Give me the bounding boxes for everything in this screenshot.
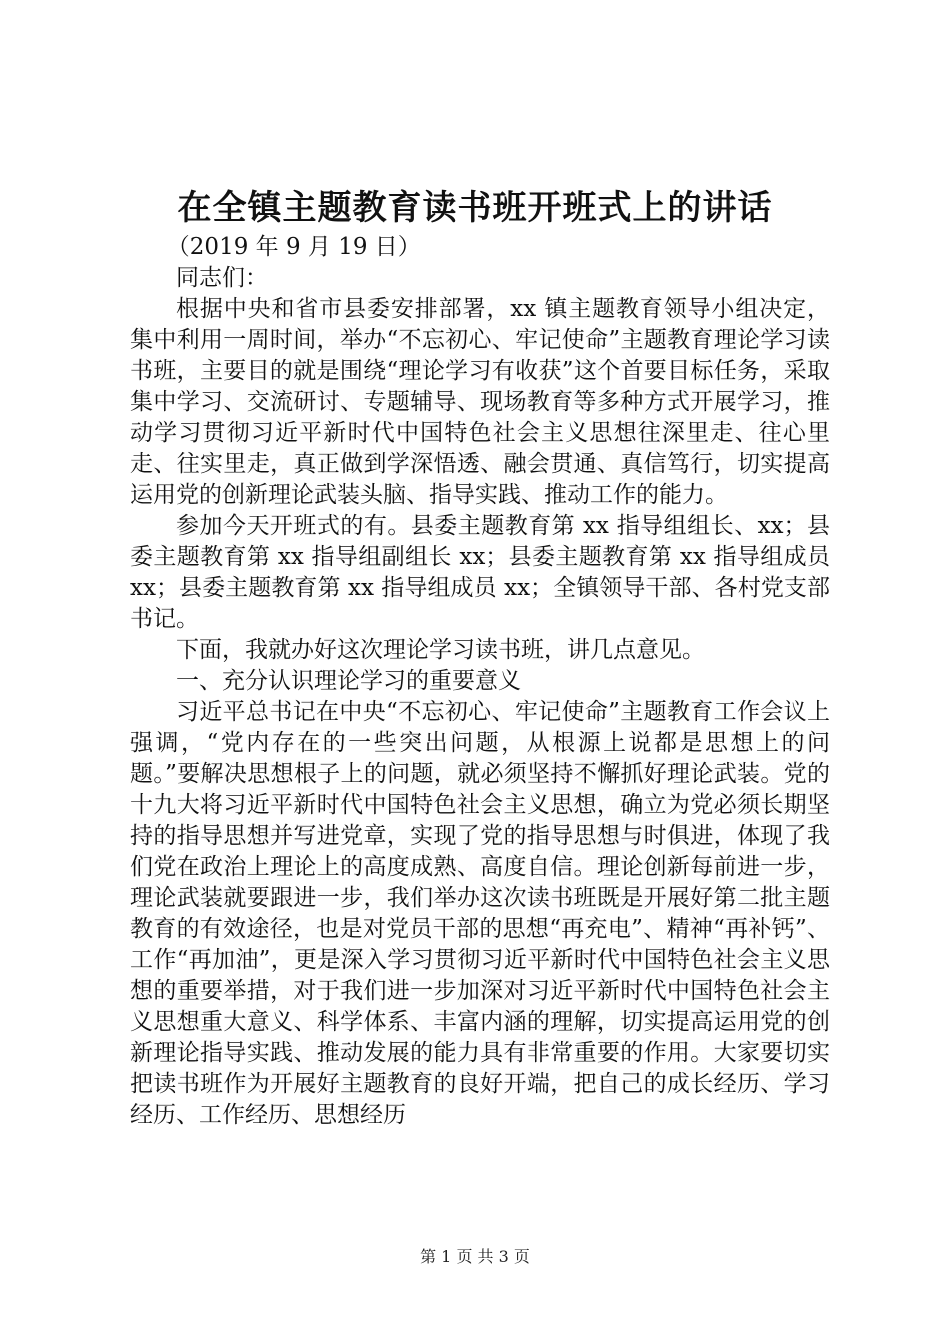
section-heading-1: 一、充分认识理论学习的重要意义 — [176, 668, 521, 694]
document-title: 在全镇主题教育读书班开班式上的讲话 — [177, 188, 773, 228]
page-footer: 第 1 页 共 3 页 — [420, 1247, 530, 1266]
speech-date: （2019 年 9 月 19 日） — [166, 234, 421, 260]
salutation: 同志们： — [176, 265, 268, 291]
paragraph-4: 习近平总书记在中央“不忘初心、牢记使命”主题教育工作会议上强调，“党内存在的一些突出问题，从根源上说都是思想上的问题。”要解决思想根子上的问题，就必须坚持不懈抓好理论武装。党的十九大将习近平新时代中国特色社会主义思想，确立为党必须长期坚持的指导思想并写进党章，实现了党的指导思想与时俱进，体现了我们党在政治上理论上的高度成熟、高度自信。理论创新每前进一步，理论武装就要跟进一步，我们举办这次读书班既是开展好第二批主题教育的有效途径，也是对党员干部的思想“再充电”、精神“再补钙”、工作“再加油”，更是深入学习贯彻习近平新时代中国特色社会主义思想的重要举措，对于我们进一步加深对习近平新时代中国特色社会主义思想重大意义、科学体系、丰富内涵的理解，切实提高运用党的创新理论指导实践、推动发展的能力具有非常重要的作用。大家要切实把读书班作为开展好主题教育的良好开端，把自己的成长经历、学习经历、工作经历、思想经历 — [130, 699, 830, 1128]
paragraph-3: 下面，我就办好这次理论学习读书班，讲几点意见。 — [176, 637, 705, 663]
paragraph-2: 参加今天开班式的有。县委主题教育第 xx 指导组组长、xx；县委主题教育第 xx 指导组副组长 xx；县委主题教育第 xx 指导组成员 xx；县委主题教育第 xx 指导组成员 xx；全镇领导干部、各村党支部书记。 — [130, 513, 830, 632]
document-body — [130, 232, 830, 1131]
paragraph-1: 根据中央和省市县委安排部署，xx 镇主题教育领导小组决定，集中利用一周时间，举办“不忘初心、牢记使命”主题教育理论学习读书班，主要目的就是围绕“理论学习有收获”这个首要目标任务，采取集中学习、交流研讨、专题辅导、现场教育等多种方式开展学习，推动学习贯彻习近平新时代中国特色社会主义思想往深里走、往心里走、往实里走，真正做到学深悟透、融会贯通、真信笃行，切实提高运用党的创新理论武装头脑、指导实践、推动工作的能力。 — [130, 296, 830, 508]
